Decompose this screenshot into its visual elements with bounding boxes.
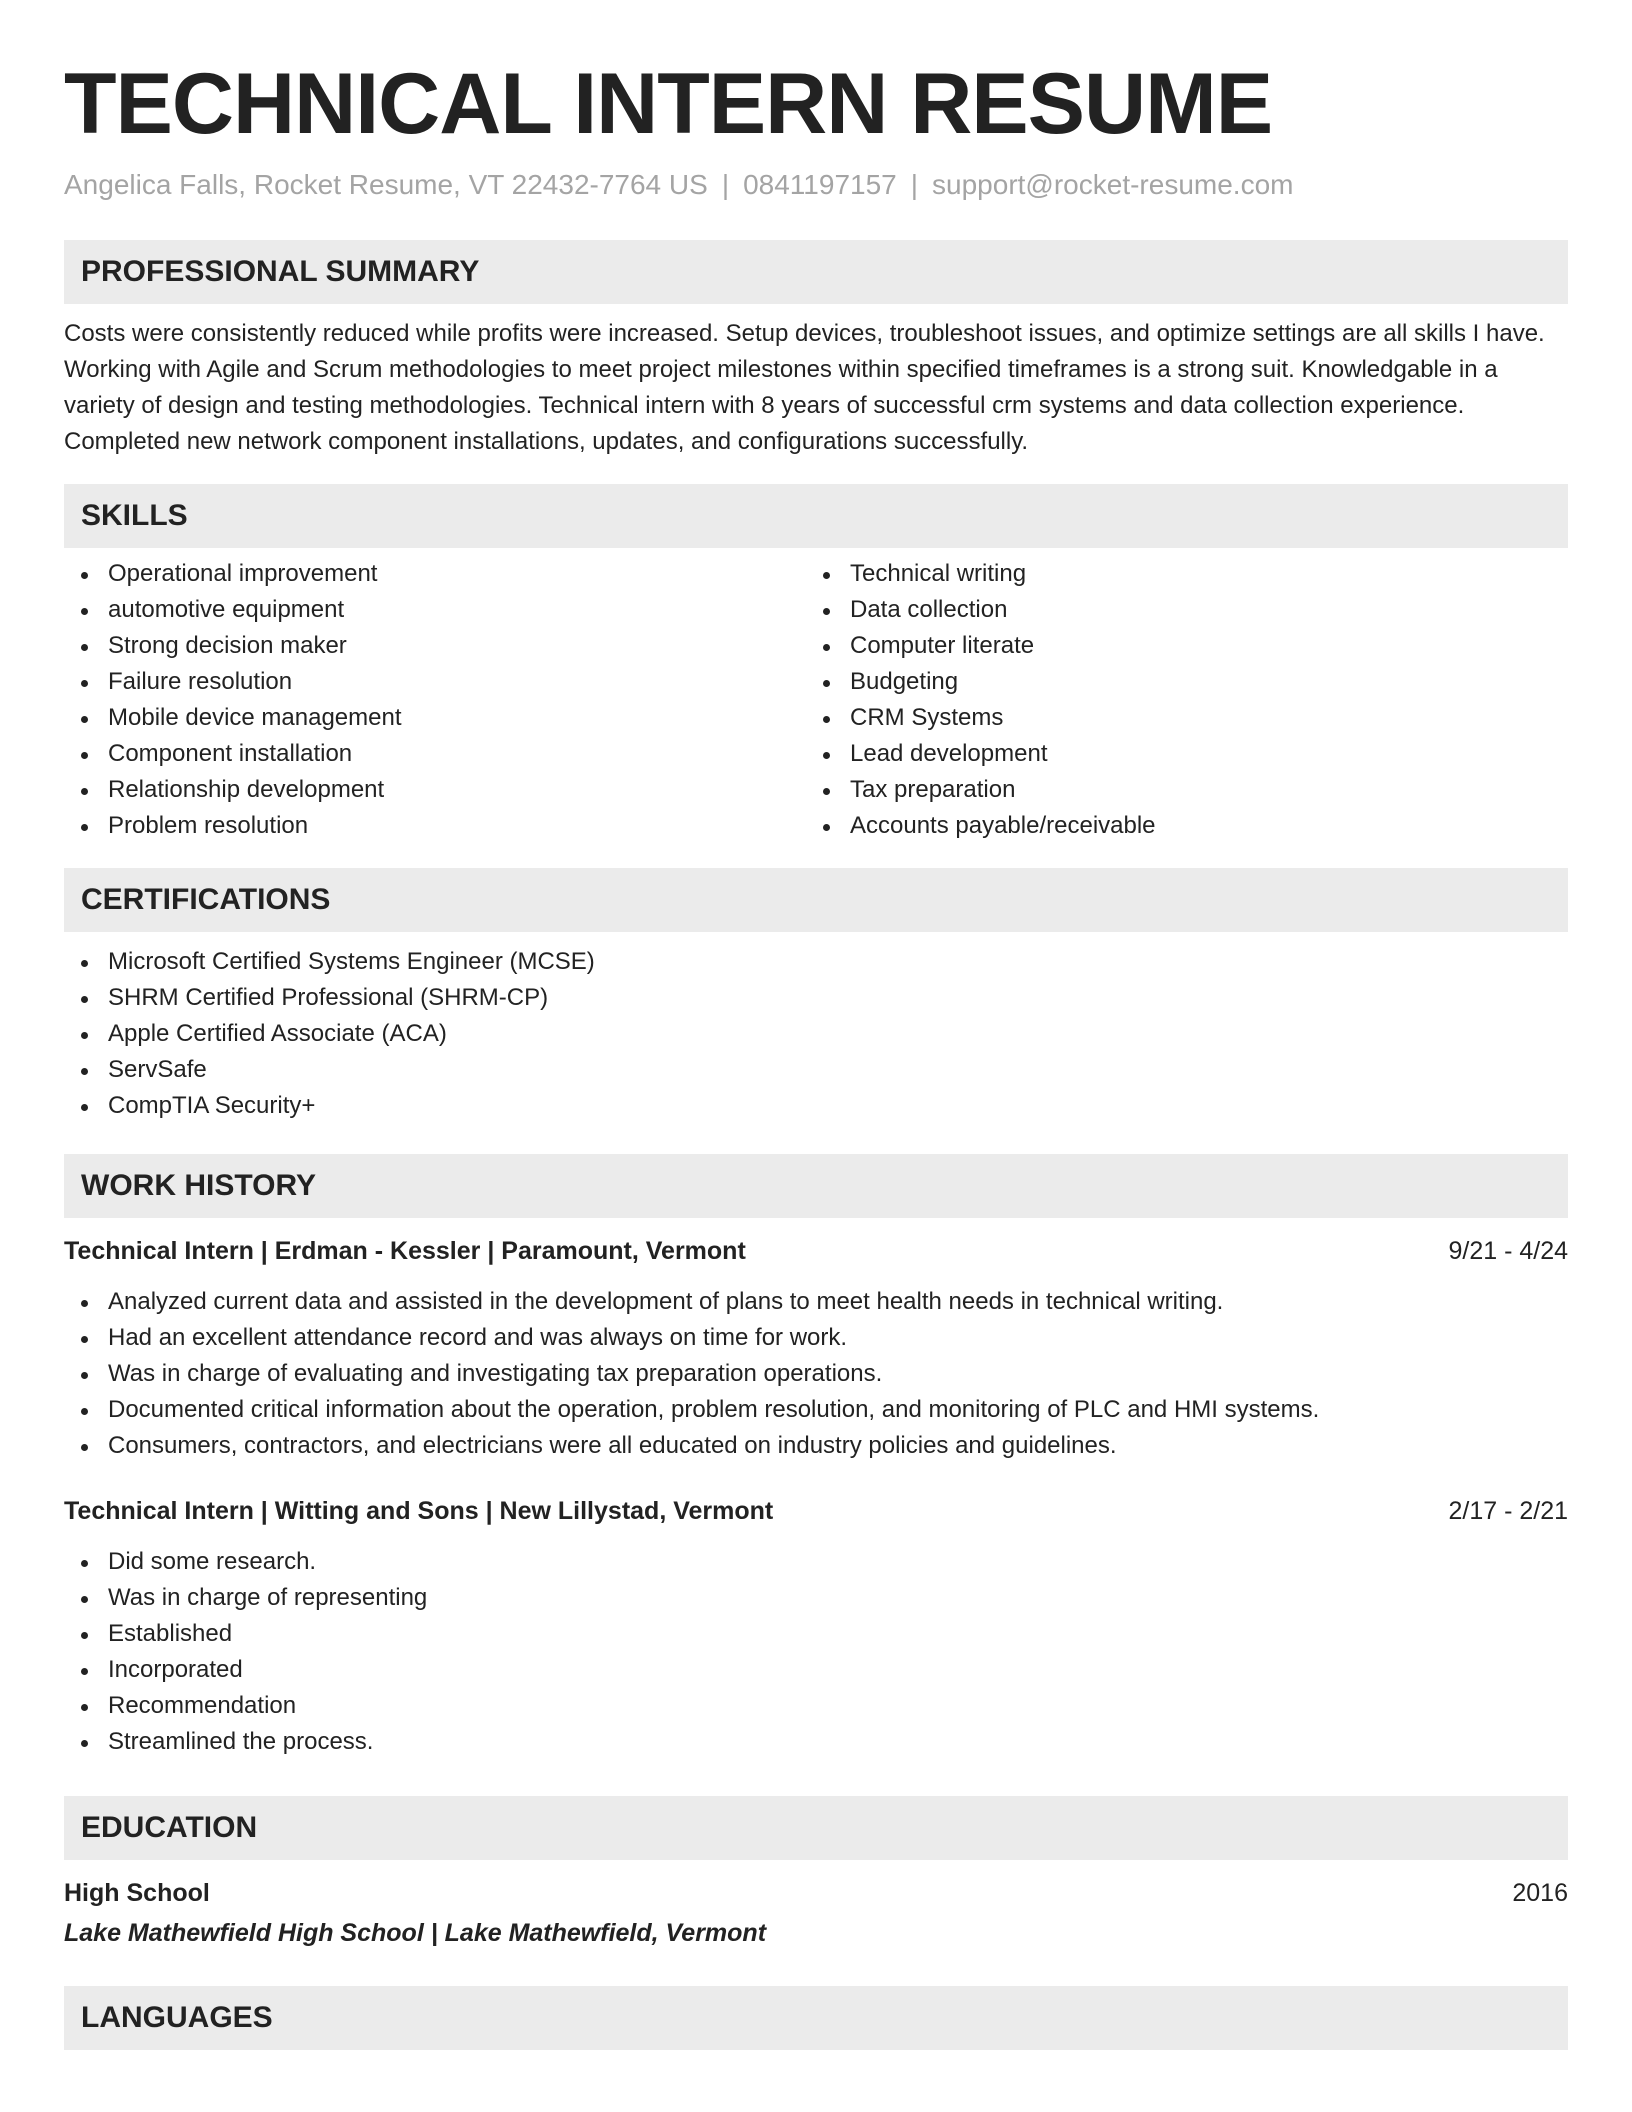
- skill-item: Data collection: [806, 592, 1548, 628]
- job-bullet: Did some research.: [64, 1544, 1568, 1580]
- certifications-list: [64, 944, 1568, 1124]
- job-dates: 9/21 - 4/24: [1448, 1237, 1568, 1265]
- contact-address: Angelica Falls, Rocket Resume, VT 22432-7764 US: [64, 169, 708, 200]
- skill-item: Technical writing: [806, 556, 1548, 592]
- job-bullets: [64, 1284, 1568, 1464]
- certification-item: Apple Certified Associate (ACA): [64, 1016, 1568, 1052]
- skill-item: CRM Systems: [806, 700, 1548, 736]
- skill-item: Tax preparation: [806, 772, 1548, 808]
- certification-item: SHRM Certified Professional (SHRM-CP): [64, 980, 1568, 1016]
- job-title: Technical Intern | Erdman - Kessler | Paramount, Vermont: [64, 1237, 746, 1265]
- summary-text: Costs were consistently reduced while profits were increased. Setup devices, troubleshoot issues, and optimize settings are all skills I have. Working with Agile and Scrum methodologies to meet project milestones within specified timeframes is a strong suit. Knowledgable in a variety of design and testing methodologies. Technical intern with 8 years of successful crm systems and data collection experience. Completed new network component installations, updates, and configurations successfully.: [64, 320, 1545, 455]
- skill-item: Relationship development: [64, 772, 806, 808]
- job-bullet: Recommendation: [64, 1688, 1568, 1724]
- skill-item: Computer literate: [806, 628, 1548, 664]
- job-header: [64, 1234, 1568, 1268]
- job-title: Technical Intern | Witting and Sons | New Lillystad, Vermont: [64, 1497, 774, 1525]
- skills-list-right: [806, 556, 1548, 844]
- job-bullet: Had an excellent attendance record and was always on time for work.: [64, 1320, 1568, 1356]
- skill-item: Problem resolution: [64, 808, 806, 844]
- skill-item: Budgeting: [806, 664, 1548, 700]
- job-bullet: Analyzed current data and assisted in the development of plans to meet health needs in technical writing.: [64, 1284, 1568, 1320]
- skill-item: Lead development: [806, 736, 1548, 772]
- section-heading-work-history: WORK HISTORY: [64, 1154, 1568, 1218]
- section-heading-certifications: CERTIFICATIONS: [64, 868, 1568, 932]
- job-bullet: Documented critical information about the operation, problem resolution, and monitoring of PLC and HMI systems.: [64, 1392, 1568, 1428]
- skill-item: Accounts payable/receivable: [806, 808, 1548, 844]
- skill-item: Strong decision maker: [64, 628, 806, 664]
- certification-item: CompTIA Security+: [64, 1088, 1568, 1124]
- skill-item: Component installation: [64, 736, 806, 772]
- contact-email[interactable]: support@rocket-resume.com: [932, 169, 1294, 200]
- job-bullet: Was in charge of evaluating and investigating tax preparation operations.: [64, 1356, 1568, 1392]
- certification-item: Microsoft Certified Systems Engineer (MCSE): [64, 944, 1568, 980]
- resume-title: TECHNICAL INTERN RESUME: [64, 56, 1273, 152]
- skill-item: Failure resolution: [64, 664, 806, 700]
- job-dates: 2/17 - 2/21: [1448, 1497, 1568, 1525]
- skill-item: Operational improvement: [64, 556, 806, 592]
- job-header: [64, 1494, 1568, 1528]
- education-year: 2016: [1512, 1879, 1568, 1907]
- section-heading-summary: PROFESSIONAL SUMMARY: [64, 240, 1568, 304]
- contact-line: [64, 168, 1568, 202]
- job-bullets: [64, 1544, 1568, 1760]
- job-bullet: Was in charge of representing: [64, 1580, 1568, 1616]
- section-heading-education: EDUCATION: [64, 1796, 1568, 1860]
- skill-item: automotive equipment: [64, 592, 806, 628]
- education-school: Lake Mathewfield High School | Lake Mathewfield, Vermont: [64, 1919, 767, 1947]
- job-bullet: Incorporated: [64, 1652, 1568, 1688]
- certification-item: ServSafe: [64, 1052, 1568, 1088]
- job-bullet: Consumers, contractors, and electricians were all educated on industry policies and guidelines.: [64, 1428, 1568, 1464]
- contact-separator: |: [910, 169, 919, 200]
- education-header: [64, 1876, 1568, 1910]
- contact-phone: 0841197157: [743, 169, 897, 200]
- skills-columns: [64, 556, 1568, 844]
- job-bullet: Streamlined the process.: [64, 1724, 1568, 1760]
- job-bullet: Established: [64, 1616, 1568, 1652]
- section-heading-skills: SKILLS: [64, 484, 1568, 548]
- skill-item: Mobile device management: [64, 700, 806, 736]
- contact-separator: |: [721, 169, 730, 200]
- education-degree: High School: [64, 1879, 210, 1907]
- section-heading-languages: LANGUAGES: [64, 1986, 1568, 2050]
- skills-list-left: [64, 556, 806, 844]
